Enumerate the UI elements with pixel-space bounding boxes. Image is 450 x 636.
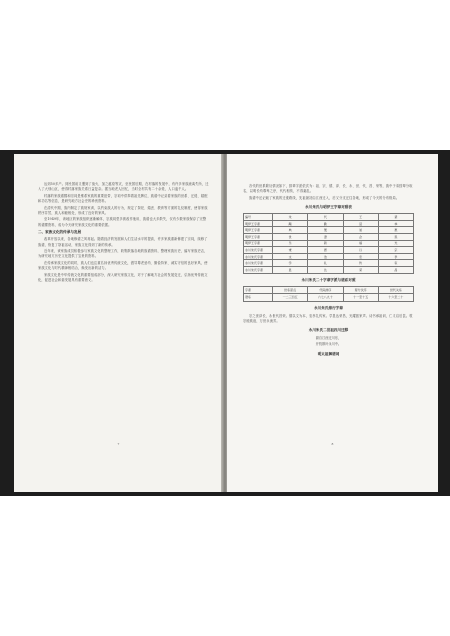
poem-title: 永川朱氏排行字辈: [314, 305, 343, 310]
table-row: [244, 260, 414, 267]
table-cell: 新: [308, 240, 343, 247]
table-cell: 代: [308, 214, 343, 221]
table-cell: 显: [273, 266, 308, 273]
left-section-heading: 二、家族文化的传承与发展: [38, 230, 82, 235]
table-cell: 乐: [273, 240, 308, 247]
table-row: [244, 240, 414, 247]
right-page-content: [243, 184, 414, 360]
table-cell: 治: [308, 253, 343, 260]
table-cell: 勤: [308, 220, 343, 227]
table-row: [244, 266, 414, 273]
table-cell: 孝: [378, 253, 413, 260]
right-page-number: 8: [331, 442, 334, 446]
table1-title: 永川朱氏与明伊王字辈对照表: [305, 205, 352, 210]
right-page: [227, 154, 438, 492]
table-cell: 明伊王字辈: [244, 234, 273, 241]
left-paragraph: 在传承家族文化的同时，族人们也注重弘扬优秀传统文化，倡导尊老爱幼、勤俭持家、诚实守信的良好家风，使家族文化与时代精神相结合，焕发出新的活力。: [38, 260, 208, 271]
table-cell: 明伊王字辈: [244, 227, 273, 234]
table-cell: 昌: [378, 266, 413, 273]
table-row: [244, 247, 414, 254]
left-paragraph: 在清代中期，族内制定了族规家训，以约束族人的行为，规定了祭祀、婚丧、教育等方面的礼仪制度，使得家族秩序井然，族人和睦相处，形成了良好的家风。: [38, 205, 208, 216]
table-cell: 旭: [343, 227, 378, 234]
table-cell: 秉: [273, 247, 308, 254]
table-cell: 宗: [378, 247, 413, 254]
table-cell: 家: [378, 260, 413, 267]
table-row: [244, 294, 414, 302]
table-cell: 恭: [378, 220, 413, 227]
table-row: [244, 234, 414, 241]
generation-table: [243, 213, 414, 273]
left-page-content: [38, 182, 209, 285]
table-cell: 永川朱氏字辈: [244, 260, 273, 267]
table-cell: 世: [273, 234, 308, 241]
table-cell: 澄: [308, 234, 343, 241]
left-paragraph: 村落的家族谱牒和宗祠是维系家族的重要纽带，宗祠中供奉着祖先牌位，族谱中记录着家族的世系、迁徙、婚配和功名等信息，是研究地方社会史的珍贵资料。: [38, 193, 208, 204]
left-paragraph: 近年来，该家族成员积极参与家族文化的整理工作，收集散落各地的族谱资料，整理家族历史，编写家族史志，为研究地方历史文化提供了宝贵的资料。: [38, 249, 208, 259]
poem-line: 源自江西迁川东，: [315, 336, 342, 341]
table-cell: 辈: [378, 214, 413, 221]
right-paragraph: 各代的世系繁衍情况如下，排辈字派依次为：祖、宗、德、泽、长、永、世、代、昌、荣等，族中子弟按辈分取名，以明长幼尊卑之序，代代相传，不得紊乱。: [243, 184, 413, 194]
table-cell: 诏: [343, 220, 378, 227]
table-cell: 典: [273, 227, 308, 234]
table-cell: 谱系: [244, 294, 273, 302]
table-cell: 惠: [378, 227, 413, 234]
table-cell: 六七八九十: [308, 294, 343, 302]
table-cell: 思: [378, 234, 413, 241]
table-row: [244, 214, 414, 221]
table-cell: 文: [273, 253, 308, 260]
left-page: [14, 154, 223, 492]
table-cell: 端: [343, 240, 378, 247]
table-cell: 世系起点: [273, 286, 308, 294]
right-paragraph: 族谱中还记载了家族的迁徙路线，先祖最初由江西迁入，后又分支迁往各地，形成了今天的分布格局。: [249, 195, 400, 200]
table-cell: 光: [378, 240, 413, 247]
table-cell: 十六至二十: [378, 294, 413, 302]
left-paragraph: 至1949年，该地区的家族组织逐渐解体，宗族祠堂多被改作他用，族谱也大多散失，仅有少数家族保存了完整的谱牒资料，成为今天研究家族文化的重要依据。: [38, 217, 207, 227]
table2-title: 永川朱氏二十字辈字派与谱系对照: [301, 277, 356, 282]
poem-line: 开枝散叶永川中。: [315, 341, 342, 346]
table-row: [244, 286, 414, 294]
table-cell: 企: [343, 234, 378, 241]
table-cell: 传: [343, 260, 378, 267]
table-cell: 王: [343, 214, 378, 221]
left-page-number: 7: [117, 442, 120, 446]
left-paragraph: 家族文化是中华传统文化的重要组成部分，深入研究家族文化，对于了解地方社会的发展变迁，弘扬优秀传统文化，促进社会和谐发展具有重要意义。: [38, 272, 208, 283]
table-cell: 一二三四五: [273, 294, 308, 302]
table-cell: 明伊王字辈: [244, 240, 273, 247]
table-cell: 编号: [244, 214, 273, 221]
table-cell: 永川朱氏字辈: [244, 247, 273, 254]
table-cell: 明伊王字辈: [244, 220, 273, 227]
table-cell: 达: [308, 266, 343, 273]
book-spread: [14, 154, 438, 492]
table-cell: 代际排序: [308, 286, 343, 294]
table-cell: 褒: [308, 227, 343, 234]
table-cell: 德: [308, 247, 343, 254]
table-row: [244, 220, 414, 227]
table-cell: 辈分次序: [343, 286, 378, 294]
table-cell: 礼: [308, 260, 343, 267]
table-row: [244, 253, 414, 260]
table-cell: 学: [273, 260, 308, 267]
final-title: 明太祖御谱词: [317, 351, 340, 356]
table-cell: 永川朱氏字辈: [244, 253, 273, 260]
table-cell: 世代关系: [378, 286, 413, 294]
table-row: [244, 227, 414, 234]
table-cell: 十一至十五: [343, 294, 378, 302]
table-cell: 永川朱氏字辈: [244, 266, 273, 273]
table-cell: 朱: [273, 214, 308, 221]
table-cell: 字辈: [244, 286, 273, 294]
left-paragraph: 改革开放以来，各地修谱之风再起。随着经济的发展和人们生活水平的提高，许多家族重新修建了宗祠，续修了族谱，恢复了祭祖活动，家族文化得到了新的传承。: [38, 237, 208, 247]
poem-paragraph: 宗之世泽长，永世代昌荣。德以文为本，忠孝礼传家。学显达荣昌，光耀振家声。诗书承祖训，仁义启后昆。敦宗睦族谊，万世永流芳。: [243, 313, 413, 323]
table-cell: 以: [343, 247, 378, 254]
sub-title: 永川朱氏二世祖四川迁移: [308, 328, 349, 333]
table-cell: 颙: [273, 220, 308, 227]
table-cell: 忠: [343, 253, 378, 260]
table-cell: 荣: [343, 266, 378, 273]
left-paragraph: 达到50多户。到民国前又遭到了战火，加之瘟疫等灾，至民国后期，在村落的发展中，有许多家族流离失所，迁入了大别山区，使得村落家族关系日益复杂。据当地老人回忆，当时全村共有二十余姓，人口逾千人。: [38, 182, 209, 192]
lineage-table: [243, 286, 414, 302]
